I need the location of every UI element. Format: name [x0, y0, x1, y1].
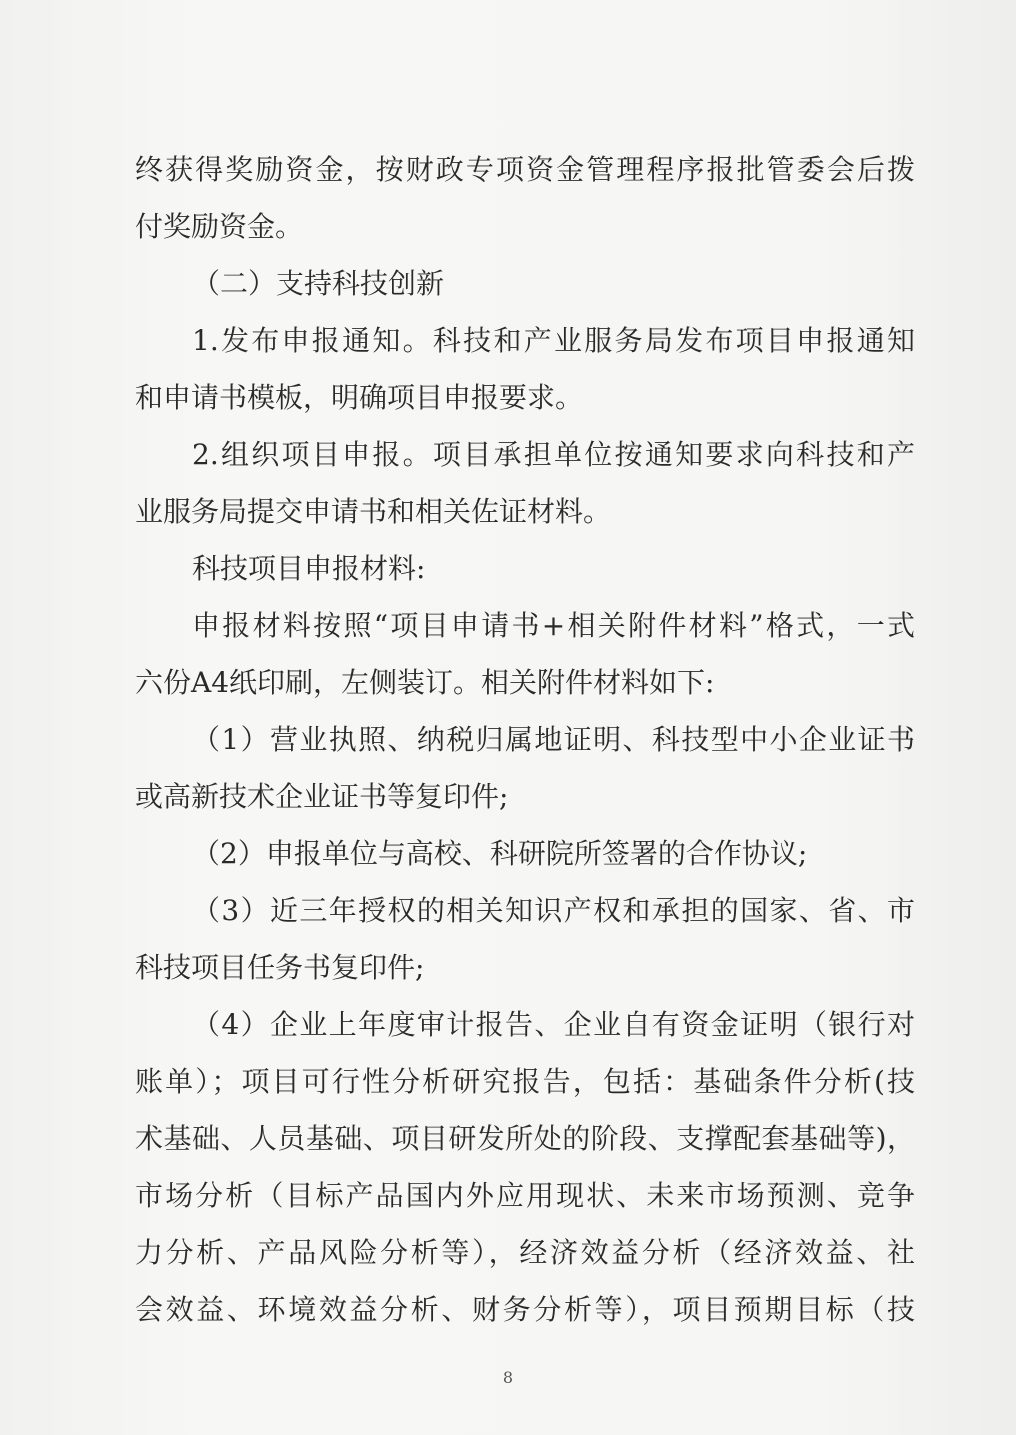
text-line: 力分析、产品风险分析等），经济效益分析（经济效益、社	[135, 1236, 915, 1269]
text-line: 科技项目任务书复印件;	[135, 951, 425, 984]
text-line: （4）企业上年度审计报告、企业自有资金证明（银行对	[192, 1008, 915, 1041]
text-line: 术基础、人员基础、项目研发所处的阶段、支撑配套基础等)，	[135, 1122, 915, 1155]
text-line: （1）营业执照、纳税归属地证明、科技型中小企业证书	[192, 723, 915, 756]
text-line: 六份A4纸印刷，左侧装订。相关附件材料如下:	[135, 666, 715, 699]
text-line: 业服务局提交申请书和相关佐证材料。	[135, 495, 612, 528]
text-line: 申报材料按照“项目申请书+相关附件材料”格式，一式	[192, 609, 915, 642]
text-line: 或高新技术企业证书等复印件;	[135, 780, 509, 813]
text-line: 付奖励资金。	[135, 210, 304, 243]
text-line: 1.发布申报通知。科技和产业服务局发布项目申报通知	[192, 324, 915, 357]
text-line: （2）申报单位与高校、科研院所签署的合作协议;	[192, 837, 808, 870]
text-line: 账单）；项目可行性分析研究报告，包括：基础条件分析(技	[135, 1065, 915, 1098]
text-line: （3）近三年授权的相关知识产权和承担的国家、省、市	[192, 894, 915, 927]
text-line: 科技项目申报材料:	[192, 552, 426, 585]
page-number: 8	[502, 1368, 514, 1387]
text-line: 2.组织项目申报。项目承担单位按通知要求向科技和产	[192, 438, 915, 471]
text-line: 和申请书模板，明确项目申报要求。	[135, 381, 584, 414]
text-line: 会效益、环境效益分析、财务分析等），项目预期目标（技	[135, 1293, 915, 1326]
text-line: 终获得奖励资金，按财政专项资金管理程序报批管委会后拨	[135, 153, 915, 186]
text-line: 市场分析（目标产品国内外应用现状、未来市场预测、竞争	[135, 1179, 915, 1212]
section-heading: （二）支持科技创新	[192, 267, 445, 300]
